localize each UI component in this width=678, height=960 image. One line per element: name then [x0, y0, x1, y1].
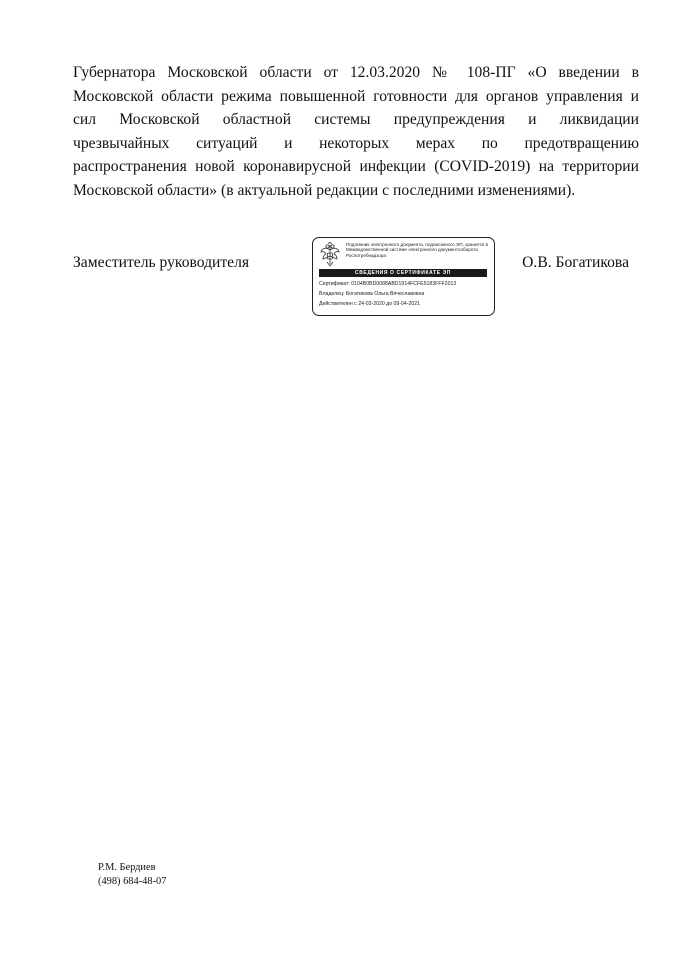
certificate-number: Сертификат: 0104B0BD0088ABD1914FCFE5183FFF2013 — [319, 281, 457, 287]
certificate-owner: Владелец: Богатикова Ольга Вячеславовна — [319, 291, 425, 297]
certificate-validity: Действителен с 24-03-2020 до 09-04-2021 — [319, 301, 421, 307]
executor-phone: (498) 684-48-07 — [98, 876, 167, 887]
stamp-header: СВЕДЕНИЯ О СЕРТИФИКАТЕ ЭП — [319, 269, 487, 277]
coat-of-arms-icon — [319, 242, 341, 268]
executor-block — [98, 861, 166, 889]
body-line: Губернатора Московской области от 12.03.2020 № 108-ПГ «О введении в — [73, 64, 639, 81]
body-line: распространения новой коронавирусной инфекции (COVID-2019) на территории — [73, 158, 639, 176]
body-line: чрезвычайных ситуаций и некоторых мерах по предотвращению — [73, 134, 639, 152]
signatory-role: Заместитель руководителя — [73, 254, 250, 271]
electronic-signature-stamp — [312, 237, 495, 316]
signatory-name: О.В. Богатикова — [522, 254, 629, 271]
body-line: Московской области режима повышенной готовности для органов управления и — [73, 87, 639, 105]
body-paragraph — [73, 61, 639, 203]
stamp-notice: Подлинник электронного документа, подписанного ЭП, хранится в Межведомственной системе электронного документооборота Роспотребнадзора — [346, 242, 489, 258]
body-line: Московской области» (в актуальной редакции с последними изменениями). — [73, 181, 576, 199]
body-line: сил Московской областной системы предупреждения и ликвидации — [73, 111, 639, 129]
executor-name: Р.М. Бердиев — [98, 862, 156, 873]
